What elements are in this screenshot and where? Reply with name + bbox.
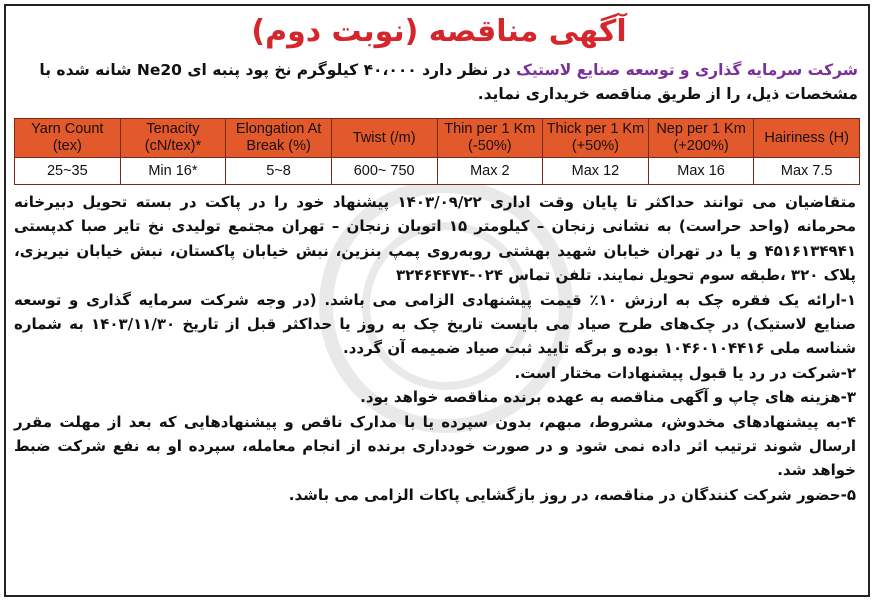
- header-yarn-count: Yarn Count (tex): [15, 119, 121, 158]
- header-tenacity: Tenacity (cN/tex)*: [120, 119, 226, 158]
- header-twist: Twist (/m): [331, 119, 437, 158]
- company-name: شرکت سرمایه گذاری و توسعه صنایع لاستیک: [515, 61, 858, 79]
- header-nep: Nep per 1 Km (+200%): [648, 119, 754, 158]
- value-thick: Max 12: [543, 158, 649, 185]
- notice-body: [14, 190, 856, 507]
- header-elongation: Elongation At Break (%): [226, 119, 332, 158]
- value-twist: 600~ 750: [331, 158, 437, 185]
- value-nep: Max 16: [648, 158, 754, 185]
- spec-header-row: [15, 119, 860, 158]
- spec-table: [14, 118, 860, 185]
- value-elongation: 5~8: [226, 158, 332, 185]
- value-thin: Max 2: [437, 158, 543, 185]
- header-hairiness: Hairiness (H): [754, 119, 860, 158]
- intro-text: [12, 58, 858, 106]
- value-tenacity: Min 16*: [120, 158, 226, 185]
- condition-2: ۲-شرکت در رد یا قبول پیشنهادات مختار است.: [514, 363, 856, 382]
- value-yarn-count: 25~35: [15, 158, 121, 185]
- value-hairiness: Max 7.5: [754, 158, 860, 185]
- header-thin: Thin per 1 Km (-50%): [437, 119, 543, 158]
- header-thick: Thick per 1 Km (+50%): [543, 119, 649, 158]
- notice-title: آگهی مناقصه (نوبت دوم): [251, 14, 627, 49]
- condition-3: ۳-هزینه های چاپ و آگهی مناقصه به عهده برنده مناقصه خواهد بود.: [360, 388, 856, 407]
- submission-paragraph: متقاضیان می توانند حداکثر تا پایان وقت اداری ۱۴۰۳/۰۹/۲۲ پیشنهاد خود را در پاکت در بسته تحویل دبیرخانه محرمانه (واحد حراست) به نشانی زنجان – کیلومتر ۱۵ اتوبان زنجان – تهران مجتمع تولیدی نخ تایر صبا کدپستی ۴۵۱۶۱۳۴۹۴۱ و یا در تهران خیابان شهید بهشتی روبه‌روی پمپ بنزین، نبش خیابان پاکستان، نبش خیابان نیریزی، پلاک ۳۲۰ ،طبقه سوم تحویل نمایند. تلفن تماس ۰۲۴-۳۲۴۶۴۴۷۴: [14, 193, 856, 285]
- condition-4: ۴-به پیشنهادهای مخدوش، مشروط، مبهم، بدون سپرده یا با مدارک ناقص و پیشنهادهایی که بعد از مهلت مقرر ارسال شوند ترتیب اثر داده نمی شود و در صورت خودداری برنده از انجام معامله، سپرده او به نفع شرکت ضبط خواهد شد.: [14, 412, 856, 480]
- condition-1: ۱-ارائه یک فقره چک به ارزش ۱۰٪ قیمت پیشنهادی الزامی می باشد. (در وجه شرکت سرمایه گذاری و توسعه صنایع لاستیک) در چک‌های طرح صیاد می بایست تاریخ چک به روز یا حداکثر قبل از تاریخ ۱۴۰۳/۱۱/۳۰ به شماره شناسه ملی ۱۰۴۶۰۱۰۴۴۱۶ بوده و برگه تایید ثبت صیاد ضمیمه آن گردد.: [14, 290, 857, 358]
- ad-frame: [4, 4, 870, 597]
- intro-body: در نظر دارد ۴۰،۰۰۰ کیلوگرم نخ پود پنبه ای Ne20 شانه شده با مشخصات ذیل، را از طریق مناقصه خریداری نماید.: [39, 61, 858, 103]
- condition-5: ۵-حضور شرکت کنندگان در مناقصه، در روز بازگشایی پاکات الزامی می باشد.: [288, 485, 856, 504]
- spec-value-row: [15, 158, 860, 185]
